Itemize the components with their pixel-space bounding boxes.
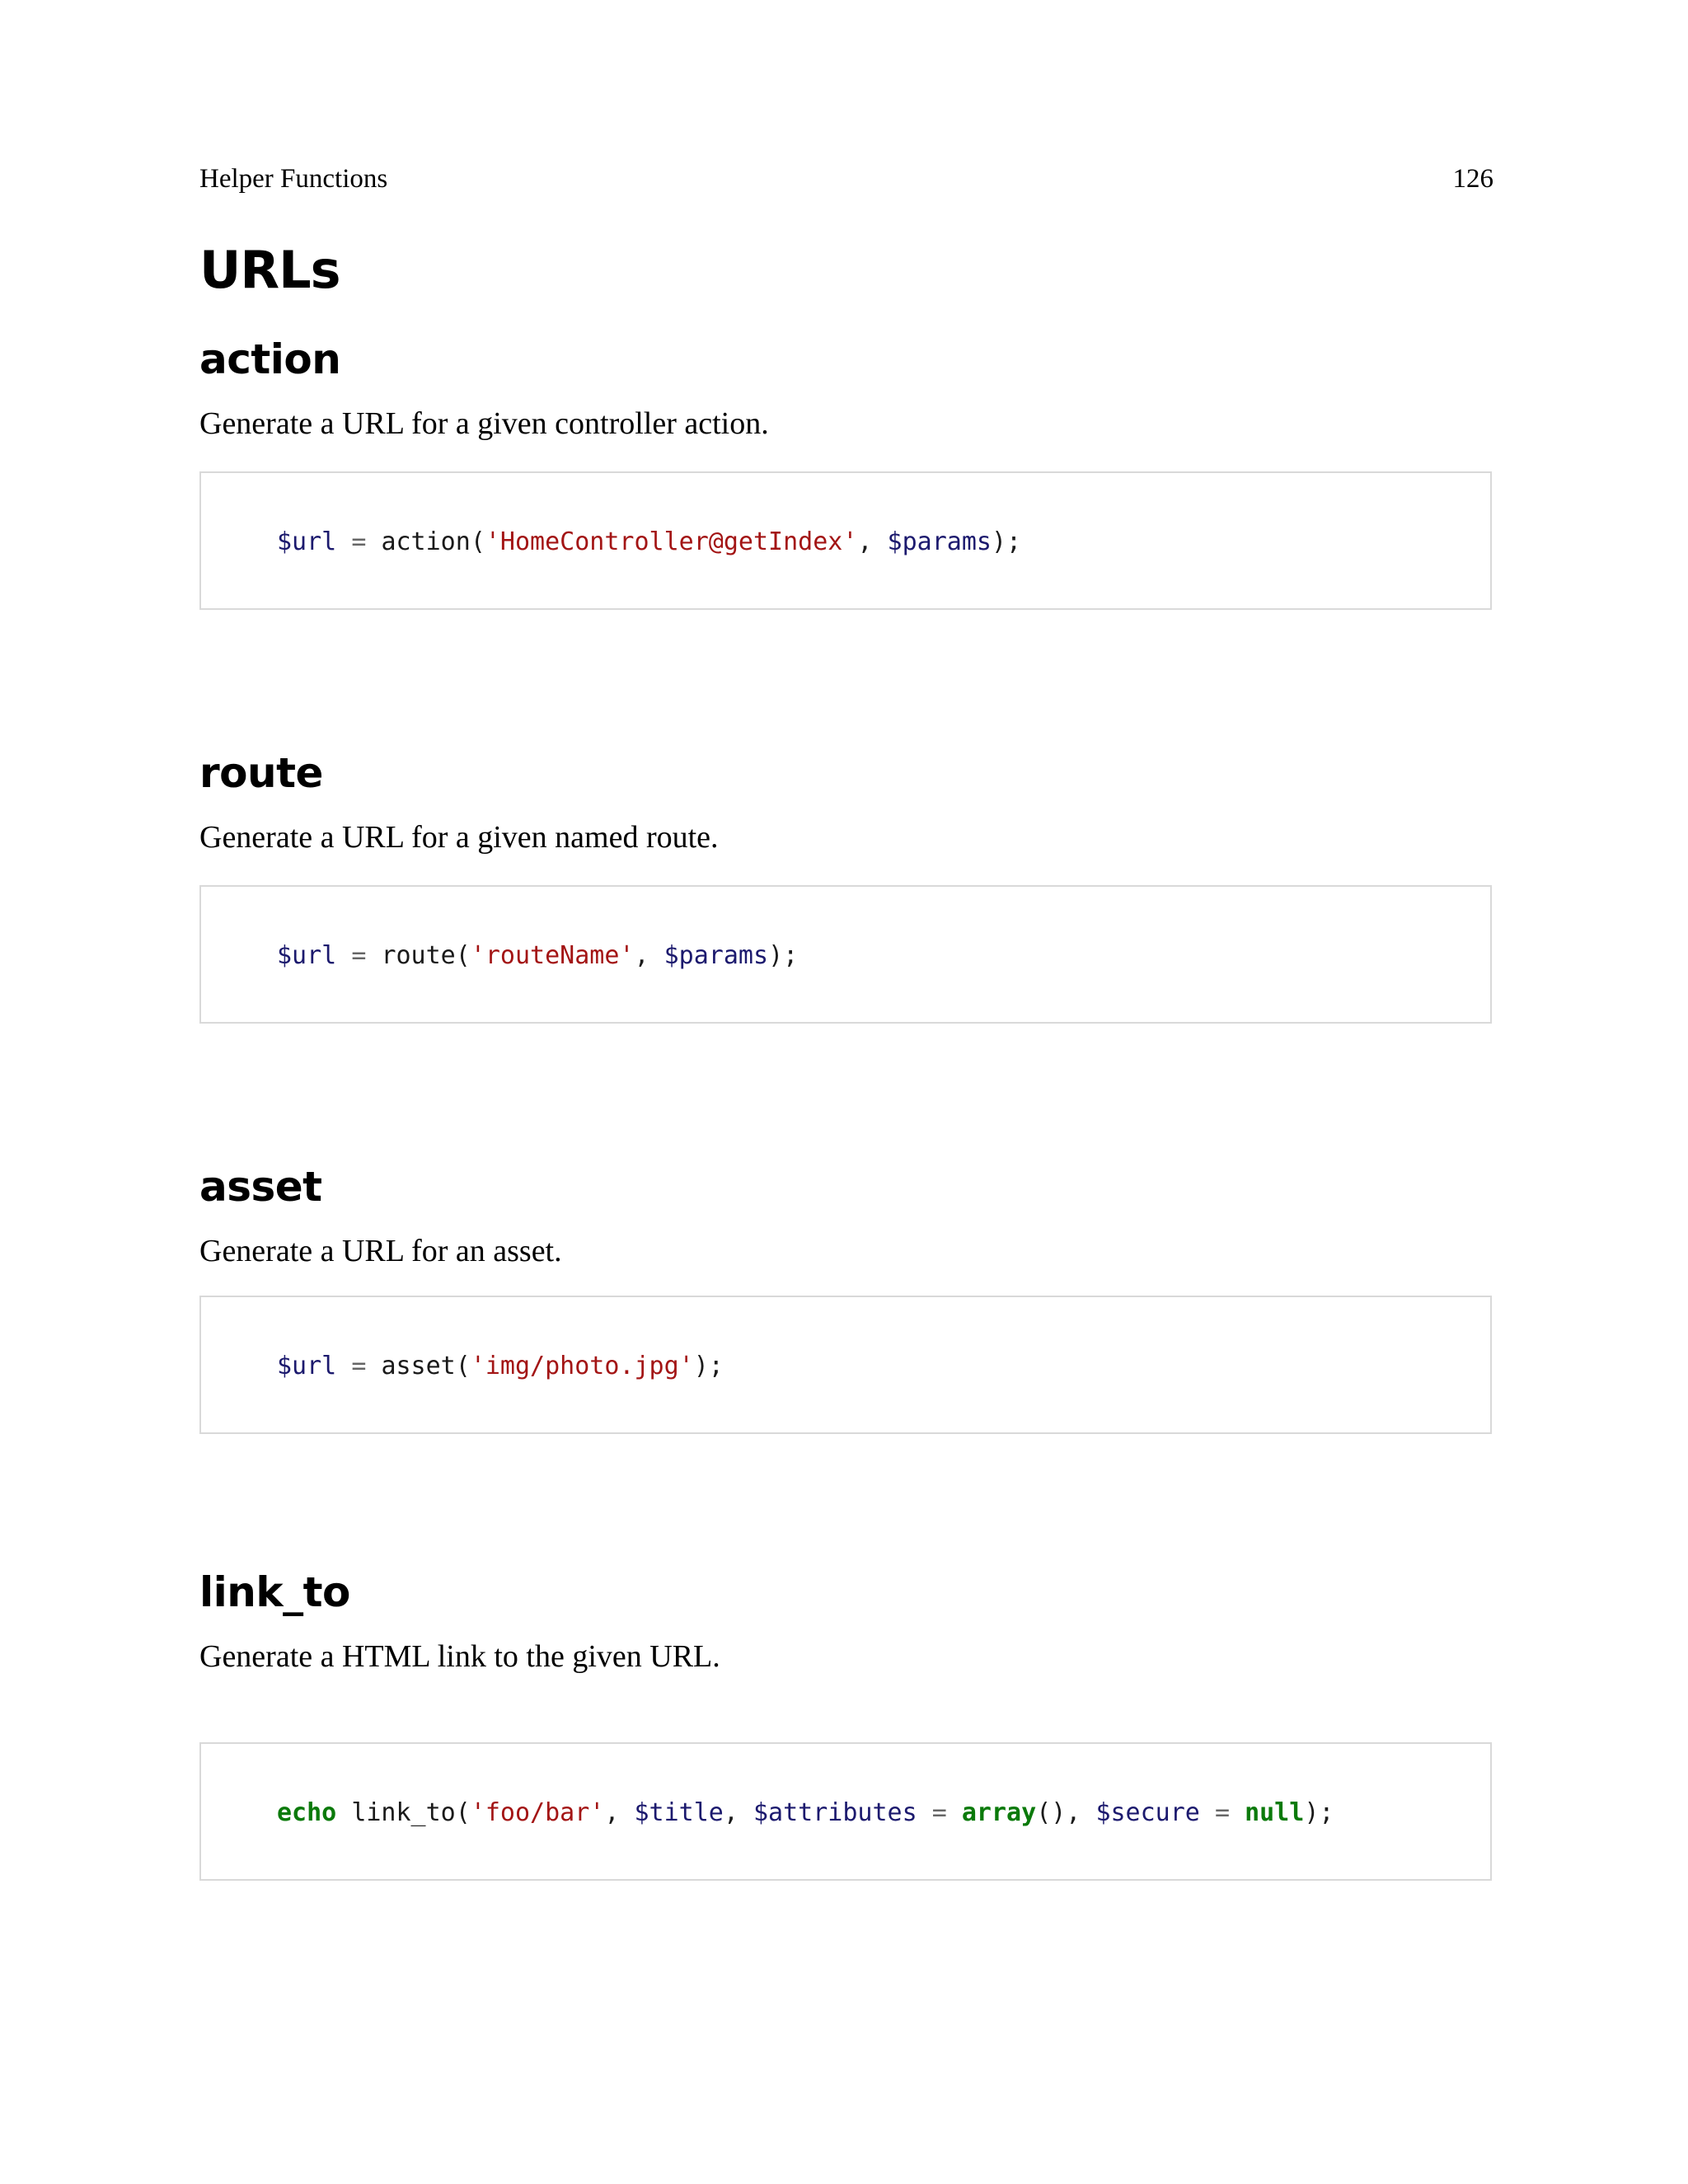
code-token: $title (634, 1798, 724, 1827)
code-token: echo (277, 1798, 337, 1827)
code-token: ( (455, 941, 471, 970)
code-token: ); (693, 1352, 724, 1380)
entry-description: Generate a URL for a given named route. (199, 820, 719, 855)
code-token: $params (887, 527, 992, 556)
code-token (336, 941, 351, 970)
code-line (277, 1297, 724, 1436)
code-token: = (351, 1352, 367, 1380)
code-token: action (381, 527, 471, 556)
entry-link-to (199, 1566, 1493, 1827)
code-token (366, 527, 381, 556)
code-token: $url (277, 527, 337, 556)
code-token (1230, 1798, 1245, 1827)
code-line (277, 887, 798, 1025)
code-token: ); (1304, 1798, 1334, 1827)
running-header (199, 158, 1493, 199)
entry-description: Generate a URL for an asset. (199, 1234, 562, 1268)
code-token (366, 941, 381, 970)
entry-route (199, 747, 1493, 970)
entry-heading: action (199, 335, 341, 383)
code-token: , (723, 1798, 753, 1827)
code-token: , (857, 527, 888, 556)
code-token: = (931, 1798, 947, 1827)
code-token (336, 527, 351, 556)
code-token: ( (455, 1352, 471, 1380)
code-token: = (351, 941, 367, 970)
code-token: , (634, 941, 664, 970)
code-token (336, 1352, 351, 1380)
code-token (947, 1798, 962, 1827)
code-token (366, 1352, 381, 1380)
code-block (199, 1742, 1492, 1881)
code-token: 'routeName' (470, 941, 635, 970)
code-token: $secure (1095, 1798, 1200, 1827)
code-token (1200, 1798, 1215, 1827)
entry-heading: link_to (199, 1568, 350, 1616)
code-block (199, 885, 1492, 1024)
code-token: (), (1036, 1798, 1096, 1827)
entry-action (199, 333, 1493, 556)
code-token: $url (277, 1352, 337, 1380)
code-token: null (1245, 1798, 1305, 1827)
code-line (277, 473, 1021, 612)
code-token: = (1214, 1798, 1230, 1827)
code-token: 'img/photo.jpg' (470, 1352, 694, 1380)
code-token: ( (470, 527, 485, 556)
entry-asset (199, 1160, 1493, 1380)
section-title: URLs (199, 240, 340, 300)
entry-heading: route (199, 749, 323, 797)
code-block (199, 1296, 1492, 1434)
code-token (917, 1798, 932, 1827)
entry-heading: asset (199, 1163, 322, 1211)
code-token: asset (381, 1352, 456, 1380)
entry-description: Generate a HTML link to the given URL. (199, 1639, 720, 1674)
code-token: = (351, 527, 367, 556)
chapter-title: Helper Functions (199, 164, 388, 194)
code-token: array (961, 1798, 1037, 1827)
code-token: link_to (351, 1798, 456, 1827)
code-token: $attributes (753, 1798, 917, 1827)
code-token: ); (991, 527, 1022, 556)
entry-description: Generate a URL for a given controller action. (199, 406, 769, 441)
code-token (336, 1798, 351, 1827)
code-line (277, 1744, 1334, 1882)
code-token: ( (455, 1798, 471, 1827)
code-token: $params (663, 941, 769, 970)
code-block (199, 471, 1492, 610)
code-token: route (381, 941, 456, 970)
code-token: , (604, 1798, 635, 1827)
code-token: $url (277, 941, 337, 970)
page-number: 126 (1452, 164, 1493, 194)
code-token: 'HomeController@getIndex' (485, 527, 858, 556)
code-token: 'foo/bar' (470, 1798, 605, 1827)
code-token: ); (768, 941, 799, 970)
